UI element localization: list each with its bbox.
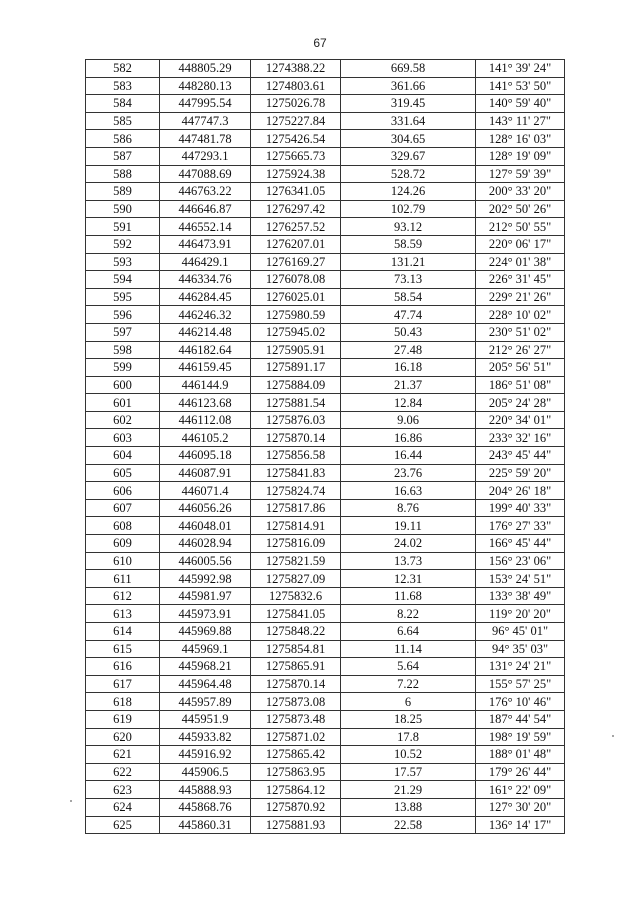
- x-coordinate-cell: 445969.1: [160, 640, 251, 658]
- y-coordinate-cell: 1276169.27: [251, 253, 341, 271]
- x-coordinate-cell: 447747.3: [160, 112, 251, 130]
- bearing-cell: 94° 35' 03": [476, 640, 565, 658]
- length-cell: 12.84: [341, 394, 476, 412]
- length-cell: 11.14: [341, 640, 476, 658]
- table-row: [86, 359, 565, 377]
- table-row: [86, 675, 565, 693]
- y-coordinate-cell: 1275814.91: [251, 517, 341, 535]
- table-row: [86, 728, 565, 746]
- y-coordinate-cell: 1275980.59: [251, 306, 341, 324]
- bearing-cell: 205° 56' 51": [476, 359, 565, 377]
- bearing-cell: 140° 59' 40": [476, 95, 565, 113]
- table-row: [86, 235, 565, 253]
- y-coordinate-cell: 1275881.54: [251, 394, 341, 412]
- bearing-cell: 141° 39' 24": [476, 60, 565, 78]
- point-number-cell: 607: [86, 499, 160, 517]
- length-cell: 319.45: [341, 95, 476, 113]
- point-number-cell: 595: [86, 288, 160, 306]
- x-coordinate-cell: 446123.68: [160, 394, 251, 412]
- bearing-cell: 229° 21' 26": [476, 288, 565, 306]
- bearing-cell: 166° 45' 44": [476, 535, 565, 553]
- table-row: [86, 710, 565, 728]
- x-coordinate-cell: 446159.45: [160, 359, 251, 377]
- x-coordinate-cell: 446048.01: [160, 517, 251, 535]
- point-number-cell: 591: [86, 218, 160, 236]
- x-coordinate-cell: 446112.08: [160, 411, 251, 429]
- table-row: [86, 535, 565, 553]
- point-number-cell: 618: [86, 693, 160, 711]
- x-coordinate-cell: 445964.48: [160, 675, 251, 693]
- x-coordinate-cell: 446763.22: [160, 183, 251, 201]
- y-coordinate-cell: 1275871.02: [251, 728, 341, 746]
- length-cell: 23.76: [341, 464, 476, 482]
- x-coordinate-cell: 446087.91: [160, 464, 251, 482]
- x-coordinate-cell: 445973.91: [160, 605, 251, 623]
- x-coordinate-cell: 445951.9: [160, 710, 251, 728]
- table-row: [86, 693, 565, 711]
- bearing-cell: 136° 14' 17": [476, 816, 565, 834]
- x-coordinate-cell: 446071.4: [160, 482, 251, 500]
- bearing-cell: 198° 19' 59": [476, 728, 565, 746]
- y-coordinate-cell: 1275816.09: [251, 535, 341, 553]
- length-cell: 13.88: [341, 798, 476, 816]
- y-coordinate-cell: 1275905.91: [251, 341, 341, 359]
- point-number-cell: 616: [86, 658, 160, 676]
- point-number-cell: 596: [86, 306, 160, 324]
- bearing-cell: 179° 26' 44": [476, 763, 565, 781]
- table-row: [86, 341, 565, 359]
- table-row: [86, 95, 565, 113]
- length-cell: 8.22: [341, 605, 476, 623]
- x-coordinate-cell: 446144.9: [160, 376, 251, 394]
- x-coordinate-cell: 446284.45: [160, 288, 251, 306]
- y-coordinate-cell: 1275873.48: [251, 710, 341, 728]
- length-cell: 16.18: [341, 359, 476, 377]
- point-number-cell: 604: [86, 447, 160, 465]
- bearing-cell: 153° 24' 51": [476, 570, 565, 588]
- length-cell: 7.22: [341, 675, 476, 693]
- bearing-cell: 161° 22' 09": [476, 781, 565, 799]
- point-number-cell: 611: [86, 570, 160, 588]
- x-coordinate-cell: 445981.97: [160, 587, 251, 605]
- point-number-cell: 583: [86, 77, 160, 95]
- x-coordinate-cell: 445969.88: [160, 623, 251, 641]
- x-coordinate-cell: 446334.76: [160, 271, 251, 289]
- length-cell: 18.25: [341, 710, 476, 728]
- table-row: [86, 411, 565, 429]
- bearing-cell: 226° 31' 45": [476, 271, 565, 289]
- bearing-cell: 187° 44' 54": [476, 710, 565, 728]
- length-cell: 21.37: [341, 376, 476, 394]
- table-row: [86, 253, 565, 271]
- table-row: [86, 376, 565, 394]
- bearing-cell: 224° 01' 38": [476, 253, 565, 271]
- table-row: [86, 447, 565, 465]
- point-number-cell: 588: [86, 165, 160, 183]
- y-coordinate-cell: 1274803.61: [251, 77, 341, 95]
- y-coordinate-cell: 1276078.08: [251, 271, 341, 289]
- length-cell: 21.29: [341, 781, 476, 799]
- scan-speck: [612, 735, 614, 737]
- y-coordinate-cell: 1275865.42: [251, 746, 341, 764]
- table-row: [86, 183, 565, 201]
- y-coordinate-cell: 1275824.74: [251, 482, 341, 500]
- length-cell: 24.02: [341, 535, 476, 553]
- table-row: [86, 60, 565, 78]
- x-coordinate-cell: 446095.18: [160, 447, 251, 465]
- length-cell: 361.66: [341, 77, 476, 95]
- bearing-cell: 212° 26' 27": [476, 341, 565, 359]
- length-cell: 5.64: [341, 658, 476, 676]
- point-number-cell: 601: [86, 394, 160, 412]
- page-number: 67: [313, 36, 327, 50]
- length-cell: 73.13: [341, 271, 476, 289]
- x-coordinate-cell: 445968.21: [160, 658, 251, 676]
- point-number-cell: 608: [86, 517, 160, 535]
- length-cell: 16.44: [341, 447, 476, 465]
- length-cell: 17.57: [341, 763, 476, 781]
- bearing-cell: 212° 50' 55": [476, 218, 565, 236]
- point-number-cell: 619: [86, 710, 160, 728]
- length-cell: 22.58: [341, 816, 476, 834]
- table-row: [86, 816, 565, 834]
- x-coordinate-cell: 447088.69: [160, 165, 251, 183]
- table-row: [86, 165, 565, 183]
- point-number-cell: 602: [86, 411, 160, 429]
- bearing-cell: 156° 23' 06": [476, 552, 565, 570]
- x-coordinate-cell: 445906.5: [160, 763, 251, 781]
- length-cell: 58.54: [341, 288, 476, 306]
- length-cell: 6: [341, 693, 476, 711]
- x-coordinate-cell: 446005.56: [160, 552, 251, 570]
- table-row: [86, 271, 565, 289]
- x-coordinate-cell: 447995.54: [160, 95, 251, 113]
- x-coordinate-cell: 446056.26: [160, 499, 251, 517]
- table-row: [86, 552, 565, 570]
- y-coordinate-cell: 1275848.22: [251, 623, 341, 641]
- point-number-cell: 587: [86, 147, 160, 165]
- x-coordinate-cell: 448805.29: [160, 60, 251, 78]
- y-coordinate-cell: 1275870.14: [251, 429, 341, 447]
- length-cell: 10.52: [341, 746, 476, 764]
- y-coordinate-cell: 1275817.86: [251, 499, 341, 517]
- bearing-cell: 141° 53' 50": [476, 77, 565, 95]
- length-cell: 27.48: [341, 341, 476, 359]
- point-number-cell: 617: [86, 675, 160, 693]
- length-cell: 50.43: [341, 323, 476, 341]
- bearing-cell: 96° 45' 01": [476, 623, 565, 641]
- table-row: [86, 77, 565, 95]
- length-cell: 102.79: [341, 200, 476, 218]
- x-coordinate-cell: 446214.48: [160, 323, 251, 341]
- bearing-cell: 200° 33' 20": [476, 183, 565, 201]
- bearing-cell: 155° 57' 25": [476, 675, 565, 693]
- x-coordinate-cell: 445868.76: [160, 798, 251, 816]
- point-number-cell: 623: [86, 781, 160, 799]
- point-number-cell: 600: [86, 376, 160, 394]
- length-cell: 16.86: [341, 429, 476, 447]
- length-cell: 124.26: [341, 183, 476, 201]
- y-coordinate-cell: 1275026.78: [251, 95, 341, 113]
- x-coordinate-cell: 446182.64: [160, 341, 251, 359]
- bearing-cell: 205° 24' 28": [476, 394, 565, 412]
- table-row: [86, 394, 565, 412]
- x-coordinate-cell: 445957.89: [160, 693, 251, 711]
- bearing-cell: 230° 51' 02": [476, 323, 565, 341]
- x-coordinate-cell: 447293.1: [160, 147, 251, 165]
- coordinates-table-body: [86, 60, 565, 834]
- point-number-cell: 603: [86, 429, 160, 447]
- y-coordinate-cell: 1275864.12: [251, 781, 341, 799]
- y-coordinate-cell: 1275841.05: [251, 605, 341, 623]
- length-cell: 9.06: [341, 411, 476, 429]
- bearing-cell: 243° 45' 44": [476, 447, 565, 465]
- table-row: [86, 763, 565, 781]
- point-number-cell: 615: [86, 640, 160, 658]
- coordinates-table: [85, 59, 565, 834]
- y-coordinate-cell: 1276207.01: [251, 235, 341, 253]
- length-cell: 17.8: [341, 728, 476, 746]
- bearing-cell: 233° 32' 16": [476, 429, 565, 447]
- y-coordinate-cell: 1275827.09: [251, 570, 341, 588]
- table-row: [86, 658, 565, 676]
- table-row: [86, 746, 565, 764]
- x-coordinate-cell: 446552.14: [160, 218, 251, 236]
- table-row: [86, 147, 565, 165]
- point-number-cell: 612: [86, 587, 160, 605]
- table-row: [86, 640, 565, 658]
- x-coordinate-cell: 446473.91: [160, 235, 251, 253]
- point-number-cell: 586: [86, 130, 160, 148]
- y-coordinate-cell: 1275881.93: [251, 816, 341, 834]
- bearing-cell: 220° 06' 17": [476, 235, 565, 253]
- y-coordinate-cell: 1275870.14: [251, 675, 341, 693]
- bearing-cell: 128° 16' 03": [476, 130, 565, 148]
- table-row: [86, 499, 565, 517]
- length-cell: 16.63: [341, 482, 476, 500]
- table-row: [86, 429, 565, 447]
- length-cell: 131.21: [341, 253, 476, 271]
- y-coordinate-cell: 1275873.08: [251, 693, 341, 711]
- y-coordinate-cell: 1275841.83: [251, 464, 341, 482]
- y-coordinate-cell: 1275884.09: [251, 376, 341, 394]
- bearing-cell: 188° 01' 48": [476, 746, 565, 764]
- x-coordinate-cell: 445933.82: [160, 728, 251, 746]
- length-cell: 8.76: [341, 499, 476, 517]
- point-number-cell: 592: [86, 235, 160, 253]
- table-row: [86, 570, 565, 588]
- table-row: [86, 200, 565, 218]
- point-number-cell: 585: [86, 112, 160, 130]
- bearing-cell: 131° 24' 21": [476, 658, 565, 676]
- x-coordinate-cell: 446105.2: [160, 429, 251, 447]
- length-cell: 47.74: [341, 306, 476, 324]
- y-coordinate-cell: 1274388.22: [251, 60, 341, 78]
- y-coordinate-cell: 1276297.42: [251, 200, 341, 218]
- point-number-cell: 593: [86, 253, 160, 271]
- scan-speck: [70, 800, 72, 802]
- point-number-cell: 624: [86, 798, 160, 816]
- table-row: [86, 323, 565, 341]
- length-cell: 331.64: [341, 112, 476, 130]
- table-row: [86, 587, 565, 605]
- point-number-cell: 610: [86, 552, 160, 570]
- bearing-cell: 186° 51' 08": [476, 376, 565, 394]
- y-coordinate-cell: 1275665.73: [251, 147, 341, 165]
- table-row: [86, 798, 565, 816]
- length-cell: 669.58: [341, 60, 476, 78]
- bearing-cell: 119° 20' 20": [476, 605, 565, 623]
- x-coordinate-cell: 446429.1: [160, 253, 251, 271]
- y-coordinate-cell: 1276341.05: [251, 183, 341, 201]
- bearing-cell: 228° 10' 02": [476, 306, 565, 324]
- point-number-cell: 597: [86, 323, 160, 341]
- x-coordinate-cell: 446646.87: [160, 200, 251, 218]
- y-coordinate-cell: 1275832.6: [251, 587, 341, 605]
- table-row: [86, 605, 565, 623]
- point-number-cell: 621: [86, 746, 160, 764]
- x-coordinate-cell: 445916.92: [160, 746, 251, 764]
- y-coordinate-cell: 1275924.38: [251, 165, 341, 183]
- table-row: [86, 306, 565, 324]
- bearing-cell: 204° 26' 18": [476, 482, 565, 500]
- bearing-cell: 176° 10' 46": [476, 693, 565, 711]
- y-coordinate-cell: 1275227.84: [251, 112, 341, 130]
- table-row: [86, 464, 565, 482]
- length-cell: 13.73: [341, 552, 476, 570]
- point-number-cell: 609: [86, 535, 160, 553]
- bearing-cell: 127° 30' 20": [476, 798, 565, 816]
- y-coordinate-cell: 1275945.02: [251, 323, 341, 341]
- bearing-cell: 128° 19' 09": [476, 147, 565, 165]
- point-number-cell: 606: [86, 482, 160, 500]
- x-coordinate-cell: 446028.94: [160, 535, 251, 553]
- y-coordinate-cell: 1276257.52: [251, 218, 341, 236]
- y-coordinate-cell: 1275821.59: [251, 552, 341, 570]
- point-number-cell: 590: [86, 200, 160, 218]
- bearing-cell: 220° 34' 01": [476, 411, 565, 429]
- table-row: [86, 482, 565, 500]
- table-row: [86, 218, 565, 236]
- bearing-cell: 225° 59' 20": [476, 464, 565, 482]
- point-number-cell: 622: [86, 763, 160, 781]
- table-row: [86, 517, 565, 535]
- y-coordinate-cell: 1275863.95: [251, 763, 341, 781]
- table-row: [86, 112, 565, 130]
- x-coordinate-cell: 445860.31: [160, 816, 251, 834]
- bearing-cell: 133° 38' 49": [476, 587, 565, 605]
- point-number-cell: 584: [86, 95, 160, 113]
- x-coordinate-cell: 447481.78: [160, 130, 251, 148]
- point-number-cell: 614: [86, 623, 160, 641]
- length-cell: 19.11: [341, 517, 476, 535]
- length-cell: 12.31: [341, 570, 476, 588]
- point-number-cell: 599: [86, 359, 160, 377]
- y-coordinate-cell: 1275891.17: [251, 359, 341, 377]
- table-row: [86, 288, 565, 306]
- point-number-cell: 605: [86, 464, 160, 482]
- bearing-cell: 176° 27' 33": [476, 517, 565, 535]
- point-number-cell: 594: [86, 271, 160, 289]
- y-coordinate-cell: 1275854.81: [251, 640, 341, 658]
- length-cell: 528.72: [341, 165, 476, 183]
- x-coordinate-cell: 446246.32: [160, 306, 251, 324]
- y-coordinate-cell: 1275876.03: [251, 411, 341, 429]
- point-number-cell: 589: [86, 183, 160, 201]
- length-cell: 6.64: [341, 623, 476, 641]
- point-number-cell: 582: [86, 60, 160, 78]
- point-number-cell: 613: [86, 605, 160, 623]
- length-cell: 58.59: [341, 235, 476, 253]
- bearing-cell: 127° 59' 39": [476, 165, 565, 183]
- length-cell: 93.12: [341, 218, 476, 236]
- y-coordinate-cell: 1275426.54: [251, 130, 341, 148]
- bearing-cell: 202° 50' 26": [476, 200, 565, 218]
- x-coordinate-cell: 448280.13: [160, 77, 251, 95]
- length-cell: 11.68: [341, 587, 476, 605]
- y-coordinate-cell: 1276025.01: [251, 288, 341, 306]
- x-coordinate-cell: 445888.93: [160, 781, 251, 799]
- point-number-cell: 625: [86, 816, 160, 834]
- y-coordinate-cell: 1275856.58: [251, 447, 341, 465]
- point-number-cell: 598: [86, 341, 160, 359]
- length-cell: 304.65: [341, 130, 476, 148]
- y-coordinate-cell: 1275870.92: [251, 798, 341, 816]
- point-number-cell: 620: [86, 728, 160, 746]
- table-row: [86, 781, 565, 799]
- bearing-cell: 143° 11' 27": [476, 112, 565, 130]
- table-row: [86, 623, 565, 641]
- x-coordinate-cell: 445992.98: [160, 570, 251, 588]
- length-cell: 329.67: [341, 147, 476, 165]
- y-coordinate-cell: 1275865.91: [251, 658, 341, 676]
- table-row: [86, 130, 565, 148]
- bearing-cell: 199° 40' 33": [476, 499, 565, 517]
